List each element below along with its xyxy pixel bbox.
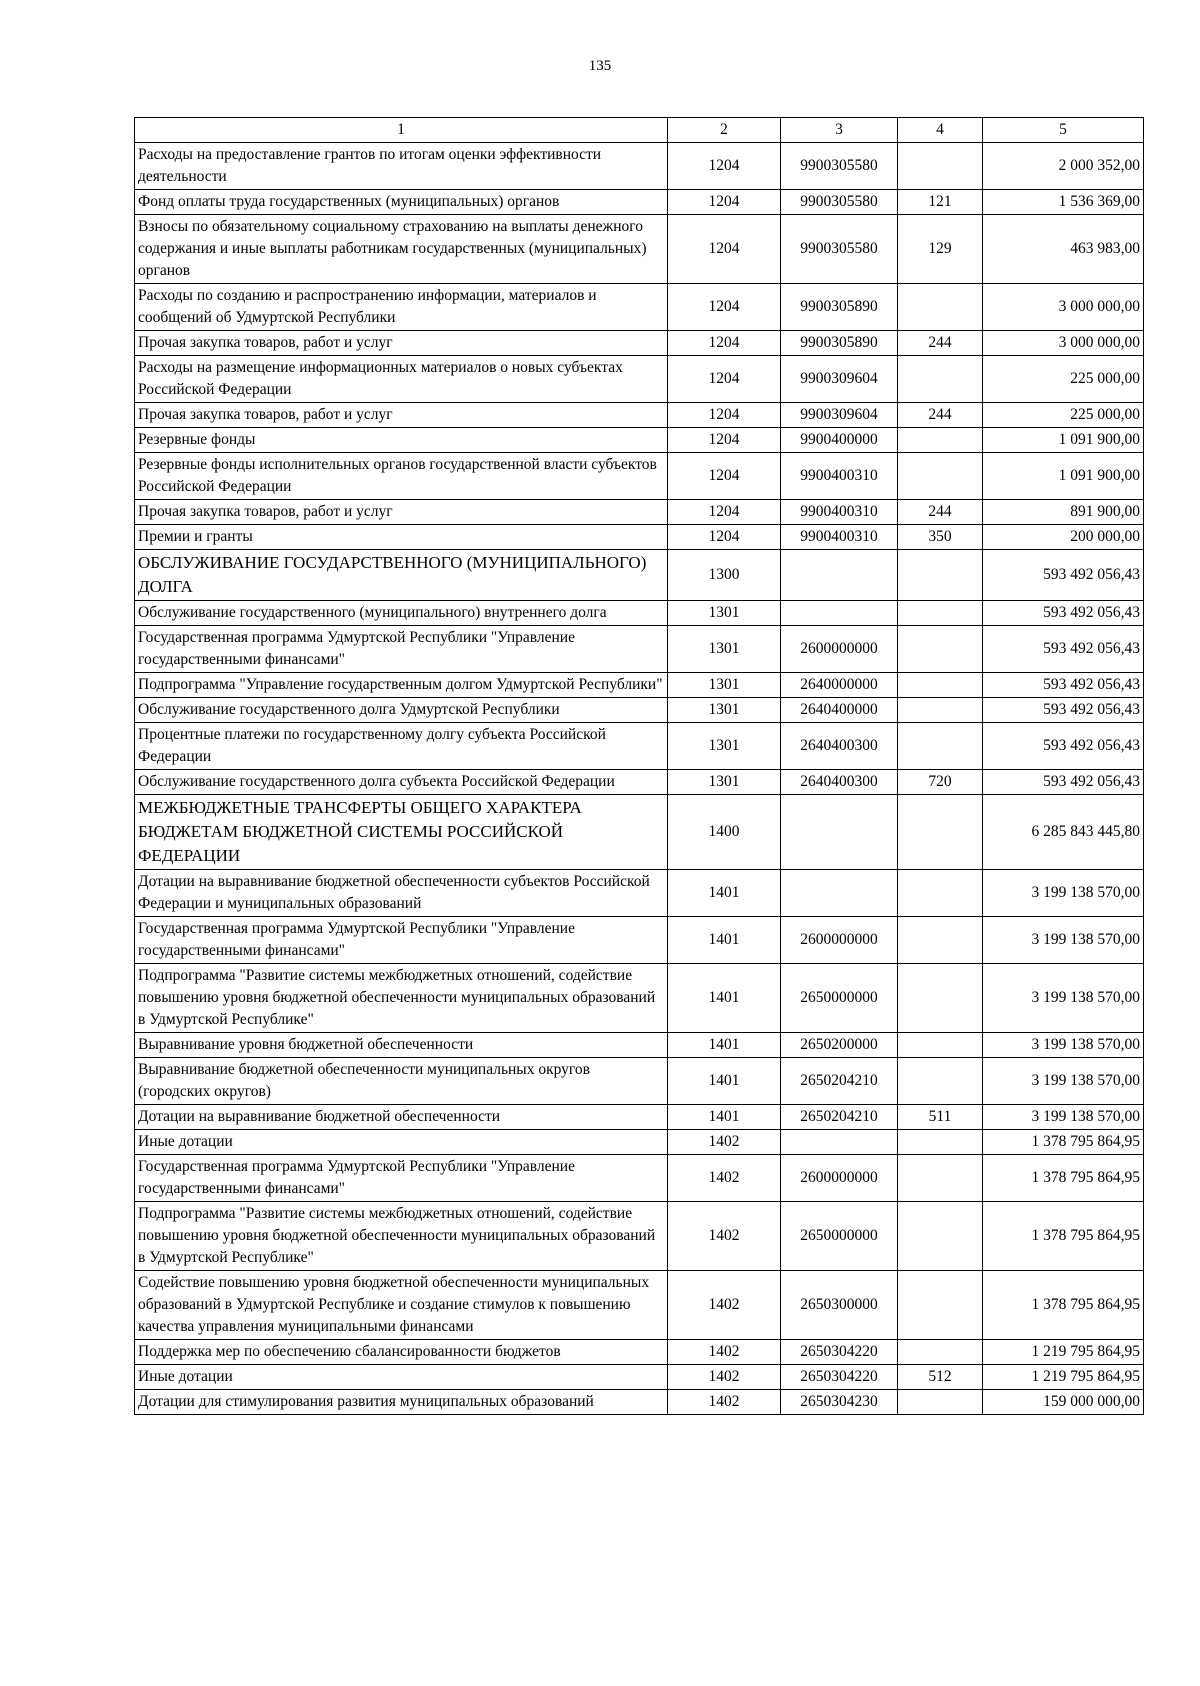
row-section-cell: 1402 — [668, 1365, 781, 1390]
row-target-cell: 9900309604 — [781, 356, 898, 403]
row-section-cell: 1301 — [668, 770, 781, 795]
row-amount-cell: 1 091 900,00 — [983, 453, 1144, 500]
row-target-cell — [781, 601, 898, 626]
row-name-cell: Прочая закупка товаров, работ и услуг — [135, 403, 668, 428]
row-type-cell: 720 — [898, 770, 983, 795]
row-amount-cell: 593 492 056,43 — [983, 550, 1144, 601]
row-section-cell: 1402 — [668, 1340, 781, 1365]
row-amount-cell: 1 378 795 864,95 — [983, 1155, 1144, 1202]
row-type-cell — [898, 917, 983, 964]
row-name-cell: Обслуживание государственного (муниципального) внутреннего долга — [135, 601, 668, 626]
row-amount-cell: 1 378 795 864,95 — [983, 1202, 1144, 1271]
row-name-cell: Прочая закупка товаров, работ и услуг — [135, 500, 668, 525]
row-section-cell: 1402 — [668, 1271, 781, 1340]
row-target-cell: 9900305890 — [781, 284, 898, 331]
table-row — [135, 331, 1144, 356]
table-row — [135, 1058, 1144, 1105]
row-name-cell: Дотации на выравнивание бюджетной обеспеченности — [135, 1105, 668, 1130]
row-type-cell — [898, 1033, 983, 1058]
row-amount-cell: 1 091 900,00 — [983, 428, 1144, 453]
row-amount-cell: 225 000,00 — [983, 403, 1144, 428]
table-row — [135, 1033, 1144, 1058]
row-name-cell: Поддержка мер по обеспечению сбалансированности бюджетов — [135, 1340, 668, 1365]
row-amount-cell: 225 000,00 — [983, 356, 1144, 403]
row-name-cell: Прочая закупка товаров, работ и услуг — [135, 331, 668, 356]
table-row — [135, 770, 1144, 795]
row-name-cell: Выравнивание уровня бюджетной обеспеченности — [135, 1033, 668, 1058]
table-row — [135, 403, 1144, 428]
row-section-cell: 1401 — [668, 870, 781, 917]
row-target-cell: 2600000000 — [781, 1155, 898, 1202]
table-row — [135, 601, 1144, 626]
row-type-cell — [898, 428, 983, 453]
row-type-cell — [898, 453, 983, 500]
table-row — [135, 1202, 1144, 1271]
row-type-cell — [898, 870, 983, 917]
table-row — [135, 500, 1144, 525]
table-row — [135, 1365, 1144, 1390]
row-target-cell: 2600000000 — [781, 917, 898, 964]
row-target-cell: 9900305580 — [781, 190, 898, 215]
row-amount-cell: 593 492 056,43 — [983, 673, 1144, 698]
row-type-cell — [898, 284, 983, 331]
row-type-cell — [898, 626, 983, 673]
row-type-cell — [898, 356, 983, 403]
row-name-cell: Иные дотации — [135, 1365, 668, 1390]
budget-table — [134, 117, 1144, 1415]
row-type-cell: 512 — [898, 1365, 983, 1390]
row-amount-cell: 593 492 056,43 — [983, 601, 1144, 626]
row-amount-cell: 3 199 138 570,00 — [983, 1105, 1144, 1130]
row-type-cell: 244 — [898, 500, 983, 525]
row-type-cell — [898, 964, 983, 1033]
row-section-cell: 1300 — [668, 550, 781, 601]
row-amount-cell: 1 219 795 864,95 — [983, 1340, 1144, 1365]
row-target-cell: 2640400300 — [781, 770, 898, 795]
row-amount-cell: 3 199 138 570,00 — [983, 1058, 1144, 1105]
row-amount-cell: 2 000 352,00 — [983, 143, 1144, 190]
row-section-cell: 1401 — [668, 1058, 781, 1105]
row-type-cell: 244 — [898, 331, 983, 356]
row-name-cell: Взносы по обязательному социальному страхованию на выплаты денежного содержания и иные выплаты работникам государственных (муниципальных) органов — [135, 215, 668, 284]
row-target-cell — [781, 550, 898, 601]
row-target-cell: 2650000000 — [781, 964, 898, 1033]
row-type-cell: 129 — [898, 215, 983, 284]
table-row — [135, 870, 1144, 917]
column-header-4: 4 — [898, 118, 983, 143]
row-amount-cell: 463 983,00 — [983, 215, 1144, 284]
row-name-cell: Содействие повышению уровня бюджетной обеспеченности муниципальных образований в Удмуртской Республике и создание стимулов к повышению качества управления муниципальными финансами — [135, 1271, 668, 1340]
row-target-cell: 9900305580 — [781, 215, 898, 284]
row-amount-cell: 593 492 056,43 — [983, 770, 1144, 795]
row-type-cell — [898, 601, 983, 626]
row-name-cell: Подпрограмма "Развитие системы межбюджетных отношений, содействие повышению уровня бюджетной обеспеченности муниципальных образований в Удмуртской Республике" — [135, 964, 668, 1033]
row-section-cell: 1204 — [668, 403, 781, 428]
row-target-cell: 2650204210 — [781, 1058, 898, 1105]
row-amount-cell: 3 199 138 570,00 — [983, 1033, 1144, 1058]
row-amount-cell: 6 285 843 445,80 — [983, 795, 1144, 870]
row-name-cell: Обслуживание государственного долга субъекта Российской Федерации — [135, 770, 668, 795]
table-row — [135, 698, 1144, 723]
row-name-cell: Государственная программа Удмуртской Республики "Управление государственными финансами" — [135, 626, 668, 673]
row-target-cell: 9900400000 — [781, 428, 898, 453]
row-section-cell: 1401 — [668, 1105, 781, 1130]
table-row — [135, 1130, 1144, 1155]
row-type-cell: 244 — [898, 403, 983, 428]
table-row — [135, 215, 1144, 284]
row-name-cell: Резервные фонды — [135, 428, 668, 453]
row-name-cell: Государственная программа Удмуртской Республики "Управление государственными финансами" — [135, 1155, 668, 1202]
row-type-cell — [898, 143, 983, 190]
row-amount-cell: 1 536 369,00 — [983, 190, 1144, 215]
row-section-cell: 1402 — [668, 1202, 781, 1271]
row-target-cell: 2650204210 — [781, 1105, 898, 1130]
row-name-cell: МЕЖБЮДЖЕТНЫЕ ТРАНСФЕРТЫ ОБЩЕГО ХАРАКТЕРА БЮДЖЕТАМ БЮДЖЕТНОЙ СИСТЕМЫ РОССИЙСКОЙ ФЕДЕРАЦИИ — [135, 795, 668, 870]
row-target-cell: 2640000000 — [781, 673, 898, 698]
row-type-cell — [898, 550, 983, 601]
row-name-cell: Премии и гранты — [135, 525, 668, 550]
row-name-cell: Подпрограмма "Управление государственным долгом Удмуртской Республики" — [135, 673, 668, 698]
row-section-cell: 1301 — [668, 698, 781, 723]
row-name-cell: ОБСЛУЖИВАНИЕ ГОСУДАРСТВЕННОГО (МУНИЦИПАЛЬНОГО) ДОЛГА — [135, 550, 668, 601]
column-header-5: 5 — [983, 118, 1144, 143]
table-row — [135, 525, 1144, 550]
row-section-cell: 1204 — [668, 500, 781, 525]
row-amount-cell: 1 378 795 864,95 — [983, 1271, 1144, 1340]
table-row — [135, 190, 1144, 215]
row-section-cell: 1400 — [668, 795, 781, 870]
table-row — [135, 550, 1144, 601]
row-target-cell: 2650000000 — [781, 1202, 898, 1271]
row-section-cell: 1401 — [668, 1033, 781, 1058]
row-amount-cell: 3 199 138 570,00 — [983, 917, 1144, 964]
row-target-cell: 9900400310 — [781, 500, 898, 525]
column-header-3: 3 — [781, 118, 898, 143]
row-section-cell: 1301 — [668, 673, 781, 698]
table-row — [135, 1390, 1144, 1415]
row-section-cell: 1402 — [668, 1130, 781, 1155]
table-row — [135, 453, 1144, 500]
row-target-cell: 9900400310 — [781, 453, 898, 500]
table-row — [135, 1155, 1144, 1202]
row-amount-cell: 1 219 795 864,95 — [983, 1365, 1144, 1390]
row-target-cell: 2650304230 — [781, 1390, 898, 1415]
row-amount-cell: 593 492 056,43 — [983, 723, 1144, 770]
table-row — [135, 143, 1144, 190]
table-row — [135, 428, 1144, 453]
row-amount-cell: 3 000 000,00 — [983, 284, 1144, 331]
row-target-cell — [781, 1130, 898, 1155]
table-row — [135, 1105, 1144, 1130]
row-type-cell — [898, 723, 983, 770]
row-target-cell: 2640400300 — [781, 723, 898, 770]
row-name-cell: Процентные платежи по государственному долгу субъекта Российской Федерации — [135, 723, 668, 770]
table-row — [135, 356, 1144, 403]
row-amount-cell: 593 492 056,43 — [983, 698, 1144, 723]
row-section-cell: 1301 — [668, 626, 781, 673]
row-section-cell: 1204 — [668, 331, 781, 356]
page-number: 135 — [588, 58, 612, 74]
column-header-2: 2 — [668, 118, 781, 143]
table-row — [135, 917, 1144, 964]
row-type-cell — [898, 1271, 983, 1340]
row-type-cell: 511 — [898, 1105, 983, 1130]
table-row — [135, 964, 1144, 1033]
row-section-cell: 1402 — [668, 1390, 781, 1415]
row-target-cell: 9900309604 — [781, 403, 898, 428]
row-section-cell: 1204 — [668, 428, 781, 453]
row-type-cell — [898, 1340, 983, 1365]
row-name-cell: Выравнивание бюджетной обеспеченности муниципальных округов (городских округов) — [135, 1058, 668, 1105]
row-name-cell: Резервные фонды исполнительных органов государственной власти субъектов Российской Федерации — [135, 453, 668, 500]
row-section-cell: 1204 — [668, 453, 781, 500]
row-amount-cell: 200 000,00 — [983, 525, 1144, 550]
row-target-cell: 2650300000 — [781, 1271, 898, 1340]
row-section-cell: 1204 — [668, 356, 781, 403]
row-section-cell: 1204 — [668, 284, 781, 331]
row-target-cell: 2600000000 — [781, 626, 898, 673]
row-target-cell: 9900305890 — [781, 331, 898, 356]
row-target-cell: 2650200000 — [781, 1033, 898, 1058]
table-row — [135, 1271, 1144, 1340]
row-name-cell: Дотации для стимулирования развития муниципальных образований — [135, 1390, 668, 1415]
row-amount-cell: 891 900,00 — [983, 500, 1144, 525]
row-target-cell: 2650304220 — [781, 1340, 898, 1365]
row-amount-cell: 3 199 138 570,00 — [983, 964, 1144, 1033]
row-type-cell — [898, 1130, 983, 1155]
row-type-cell — [898, 1155, 983, 1202]
table-header-row — [135, 118, 1144, 143]
row-target-cell: 2650304220 — [781, 1365, 898, 1390]
row-name-cell: Расходы на предоставление грантов по итогам оценки эффективности деятельности — [135, 143, 668, 190]
table-row — [135, 284, 1144, 331]
row-target-cell: 9900305580 — [781, 143, 898, 190]
row-section-cell: 1204 — [668, 143, 781, 190]
row-name-cell: Государственная программа Удмуртской Республики "Управление государственными финансами" — [135, 917, 668, 964]
row-type-cell — [898, 698, 983, 723]
row-section-cell: 1204 — [668, 190, 781, 215]
row-type-cell — [898, 1202, 983, 1271]
row-name-cell: Дотации на выравнивание бюджетной обеспеченности субъектов Российской Федерации и муниципальных образований — [135, 870, 668, 917]
row-type-cell — [898, 673, 983, 698]
row-amount-cell: 1 378 795 864,95 — [983, 1130, 1144, 1155]
row-target-cell — [781, 795, 898, 870]
table-row — [135, 795, 1144, 870]
row-type-cell: 350 — [898, 525, 983, 550]
row-section-cell: 1301 — [668, 601, 781, 626]
row-type-cell: 121 — [898, 190, 983, 215]
row-section-cell: 1204 — [668, 215, 781, 284]
table-row — [135, 723, 1144, 770]
row-target-cell — [781, 870, 898, 917]
row-section-cell: 1401 — [668, 964, 781, 1033]
row-name-cell: Обслуживание государственного долга Удмуртской Республики — [135, 698, 668, 723]
row-type-cell — [898, 1058, 983, 1105]
table-row — [135, 1340, 1144, 1365]
row-target-cell: 9900400310 — [781, 525, 898, 550]
table-row — [135, 673, 1144, 698]
row-section-cell: 1301 — [668, 723, 781, 770]
row-amount-cell: 3 000 000,00 — [983, 331, 1144, 356]
table-row — [135, 626, 1144, 673]
row-amount-cell: 593 492 056,43 — [983, 626, 1144, 673]
row-section-cell: 1402 — [668, 1155, 781, 1202]
column-header-1: 1 — [135, 118, 668, 143]
row-name-cell: Расходы по созданию и распространению информации, материалов и сообщений об Удмуртской Республики — [135, 284, 668, 331]
row-target-cell: 2640400000 — [781, 698, 898, 723]
table-body — [135, 118, 1144, 1415]
row-section-cell: 1204 — [668, 525, 781, 550]
row-name-cell: Подпрограмма "Развитие системы межбюджетных отношений, содействие повышению уровня бюджетной обеспеченности муниципальных образований в Удмуртской Республике" — [135, 1202, 668, 1271]
row-name-cell: Фонд оплаты труда государственных (муниципальных) органов — [135, 190, 668, 215]
row-name-cell: Расходы на размещение информационных материалов о новых субъектах Российской Федерации — [135, 356, 668, 403]
row-section-cell: 1401 — [668, 917, 781, 964]
row-name-cell: Иные дотации — [135, 1130, 668, 1155]
row-amount-cell: 3 199 138 570,00 — [983, 870, 1144, 917]
row-type-cell — [898, 1390, 983, 1415]
row-amount-cell: 159 000 000,00 — [983, 1390, 1144, 1415]
row-type-cell — [898, 795, 983, 870]
